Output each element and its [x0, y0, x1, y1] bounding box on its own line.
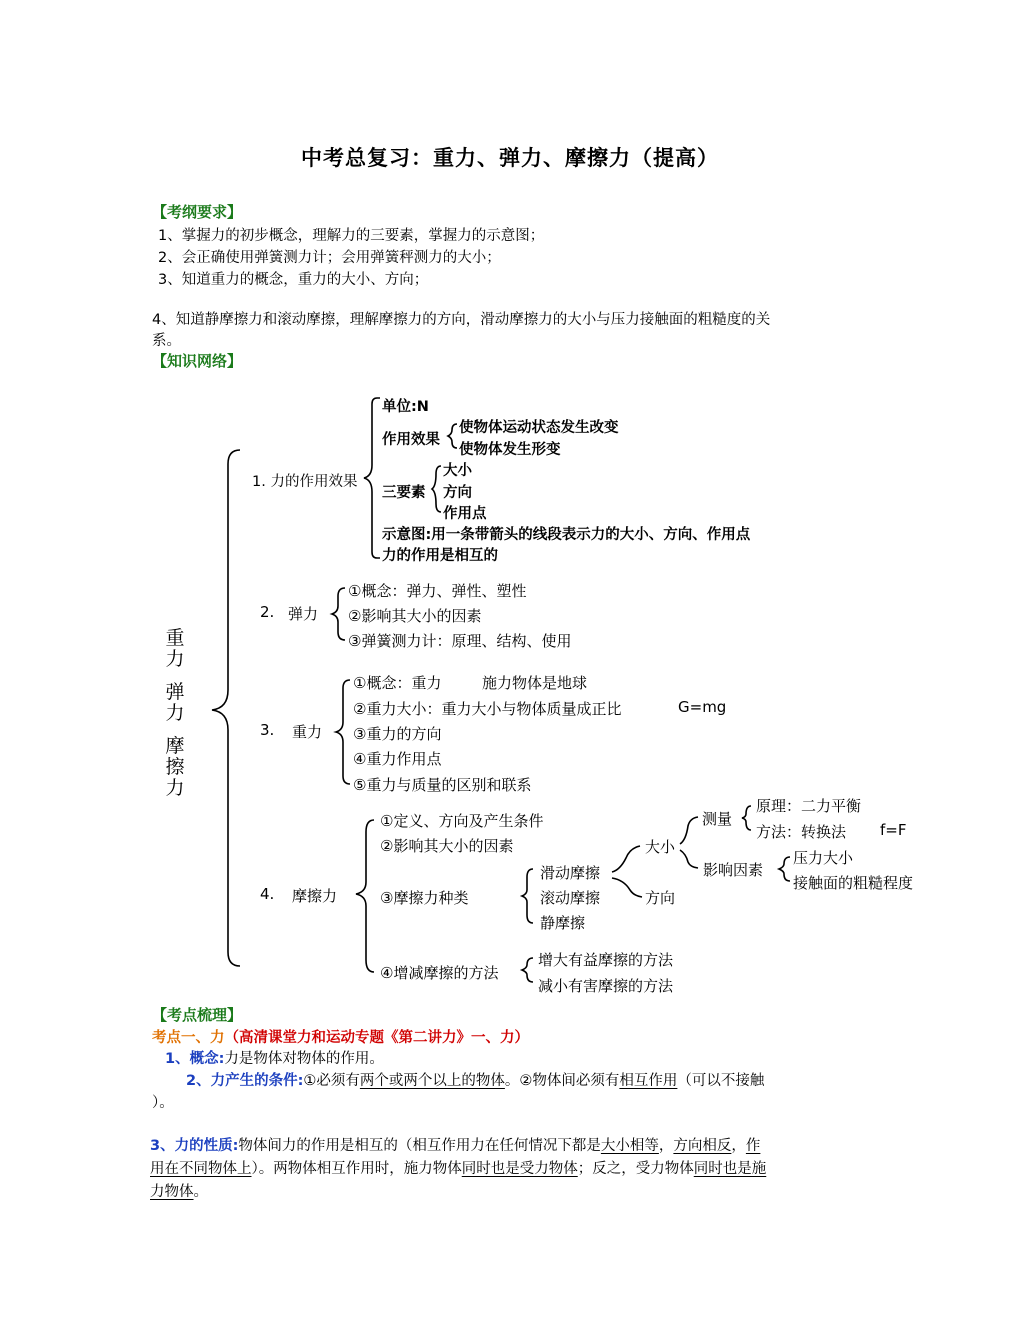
syllabus-item-3: 3、知道重力的概念，重力的大小、方向；	[158, 272, 429, 288]
b4-influence: 影响因素	[703, 861, 764, 879]
b1-unit: 单位:N	[382, 399, 429, 415]
b1-brace	[364, 398, 380, 558]
cond-line-cont: ）。	[152, 1095, 174, 1111]
root-char: 重	[165, 627, 185, 649]
prop-underline-4: 用在不同物体上	[150, 1161, 252, 1177]
b4-brace	[356, 820, 374, 972]
prop-underline-6: 同时也是施	[693, 1161, 767, 1177]
b4-change-2: 减小有害摩擦的方法	[538, 977, 674, 995]
prop-text-4: ）。两物体相互作用时，施力物体	[251, 1161, 462, 1177]
b1-effect-item-2: 使物体发生形变	[459, 442, 561, 458]
b4-size: 大小	[645, 838, 676, 856]
b4-num: 4.	[260, 885, 275, 903]
b1-label: 1. 力的作用效果	[252, 474, 358, 490]
b1-effect: 作用效果	[382, 432, 440, 448]
cond-label: 2、力产生的条件:	[186, 1073, 304, 1089]
point1-title-a: 考点一、力	[152, 1030, 225, 1046]
b2-item-1: ①概念：弹力、弹性、塑性	[348, 582, 527, 600]
b3-item-2b: G=mg	[678, 698, 727, 716]
b1-three-item-1: 大小	[443, 463, 472, 479]
network-heading: 【知识网络】	[152, 352, 243, 370]
prop-underline-1: 大小相等	[600, 1138, 659, 1154]
root-label	[164, 628, 186, 799]
b3-num: 3.	[260, 721, 275, 739]
b4-influence-2: 接触面的粗糙程度	[793, 874, 914, 892]
prop-text-5: ；反之，受力物体	[577, 1161, 694, 1177]
b3-item-5: ⑤重力与质量的区别和联系	[353, 776, 532, 794]
prop-underline-7: 力物体	[150, 1184, 194, 1200]
prop-underline-3: 作	[745, 1138, 761, 1154]
prop-line	[150, 1134, 760, 1155]
influence-brace	[779, 857, 790, 881]
change-brace	[522, 958, 533, 982]
size-to-influence	[680, 850, 698, 868]
b2-brace	[332, 588, 345, 640]
point1-title	[152, 1026, 529, 1047]
b2-item-3: ③弹簧测力计：原理、结构、使用	[348, 632, 572, 650]
b4-kind-2: 滚动摩擦	[540, 889, 601, 907]
prop-text-1: 物体间力的作用是相互的（相互作用力在任何情况下都是	[238, 1138, 601, 1154]
root-char: 擦	[165, 756, 185, 778]
root-char: 力	[165, 648, 185, 670]
cond-line	[186, 1069, 764, 1090]
b4-method: 方法：转换法	[756, 823, 847, 841]
b4-principle: 原理：二力平衡	[756, 797, 862, 815]
b4-influence-1: 压力大小	[793, 849, 854, 867]
kind-to-size	[612, 846, 640, 872]
b1-three-item-3: 作用点	[443, 506, 487, 522]
prop-underline-2: 方向相反	[673, 1138, 732, 1154]
cond-text-2: 。②物体间必须有	[504, 1073, 620, 1089]
concept-line	[165, 1047, 384, 1068]
three-brace	[432, 466, 441, 512]
b3-item-3: ③重力的方向	[353, 725, 442, 743]
syllabus-item-2: 2、会正确使用弹簧测力计；会用弹簧秤测力的大小；	[158, 250, 501, 266]
measure-brace	[742, 806, 751, 830]
b2-num: 2.	[260, 603, 275, 621]
cond-underline-1: 两个或两个以上的物体	[359, 1073, 505, 1089]
prop-line-3	[150, 1180, 208, 1201]
b4-method-formula: f=F	[880, 821, 907, 839]
prop-text-2: ，	[658, 1138, 674, 1154]
b3-item-1a: ①概念：重力	[353, 674, 442, 692]
b4-change: ④增减摩擦的方法	[380, 964, 499, 982]
b4-direction: 方向	[645, 889, 676, 907]
b1-three: 三要素	[382, 485, 426, 501]
b4-measure: 测量	[702, 810, 733, 828]
prop-label: 3、力的性质:	[150, 1138, 239, 1154]
b2-label: 弹力	[288, 605, 319, 623]
b3-label: 重力	[292, 723, 323, 741]
b4-label: 摩擦力	[292, 887, 338, 905]
root-brace	[212, 450, 240, 966]
root-char: 摩	[165, 735, 185, 757]
b4-kinds: ③摩擦力种类	[380, 889, 469, 907]
cond-underline-2: 相互作用	[619, 1073, 678, 1089]
prop-text-3: ，	[731, 1138, 746, 1154]
b3-brace	[336, 680, 350, 784]
prop-line-2	[150, 1157, 766, 1178]
b4-factors: ②影响其大小的因素	[380, 837, 514, 855]
cond-text-3: （可以不接触	[677, 1073, 765, 1089]
syllabus-item-1: 1、掌握力的初步概念，理解力的三要素，掌握力的示意图；	[158, 228, 545, 244]
b4-def: ①定义、方向及产生条件	[380, 812, 544, 830]
b4-kind-3: 静摩擦	[540, 914, 586, 932]
page-title: 中考总复习：重力、弹力、摩擦力（提高）	[301, 145, 719, 170]
syllabus-item-4-cont: 系。	[152, 333, 181, 349]
b1-three-item-2: 方向	[443, 485, 472, 501]
concept-label: 1、概念:	[165, 1051, 225, 1067]
concept-text: 力是物体对物体的作用。	[224, 1051, 384, 1067]
b3-item-4: ④重力作用点	[353, 750, 442, 768]
kind-to-dir	[612, 878, 642, 897]
b2-item-2: ②影响其大小的因素	[348, 607, 482, 625]
b3-item-1b: 施力物体是地球	[482, 674, 588, 692]
b3-item-2a: ②重力大小：重力大小与物体质量成正比	[353, 700, 622, 718]
syllabus-item-4: 4、知道静摩擦力和滚动摩擦，理解摩擦力的方向，滑动摩擦力的大小与压力接触面的粗糙度的关	[152, 312, 771, 328]
point1-title-b: （高清课堂力和运动专题《第二讲力》一、力）	[224, 1030, 529, 1046]
root-char: 弹	[165, 681, 185, 703]
size-to-measure	[680, 817, 698, 844]
effect-brace	[448, 424, 457, 448]
prop-underline-5: 同时也是受力物体	[461, 1161, 578, 1177]
b4-change-1: 增大有益摩擦的方法	[538, 951, 674, 969]
b1-diagram: 示意图:用一条带箭头的线段表示力的大小、方向、作用点	[382, 527, 751, 543]
kinds-brace	[522, 869, 533, 923]
root-char: 力	[165, 702, 185, 724]
root-char: 力	[165, 777, 185, 799]
points-heading: 【考点梳理】	[152, 1006, 243, 1024]
prop-text-6: 。	[193, 1184, 208, 1200]
b1-mutual: 力的作用是相互的	[382, 548, 498, 564]
cond-text-1: ①必须有	[303, 1073, 360, 1089]
b4-kind-1: 滑动摩擦	[540, 864, 601, 882]
syllabus-heading: 【考纲要求】	[152, 203, 243, 221]
b1-effect-item-1: 使物体运动状态发生改变	[459, 420, 619, 436]
